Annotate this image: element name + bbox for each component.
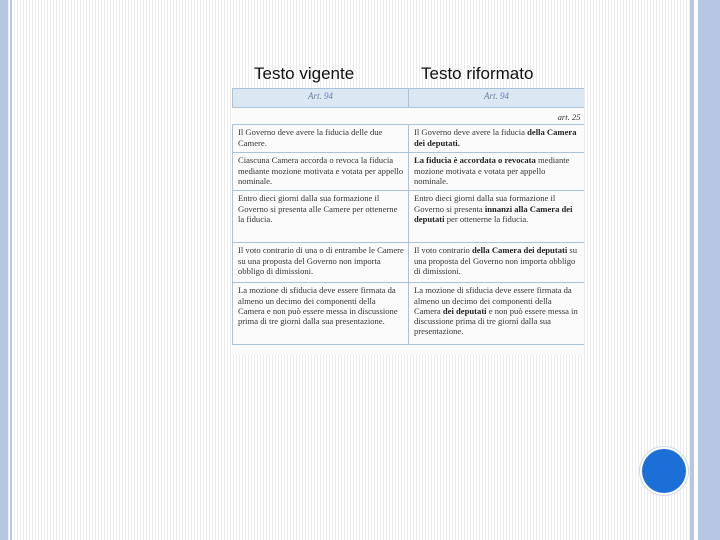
header-right-article: Art. 94 (409, 89, 585, 108)
right-cell: La fiducia è accordata o revocata mediante mozione motivata e votata per appello nominale. (409, 153, 585, 191)
header-left-article: Art. 94 (233, 89, 409, 108)
right-border-bar (698, 0, 720, 540)
column-title-current-text: Testo vigente (254, 64, 355, 83)
right-cell: Entro dieci giorni dalla sua formazione il Governo si presenta innanzi alla Camera dei deputati per ottenerne la fiducia. (409, 191, 585, 243)
table-row (233, 125, 585, 153)
comparison-table (232, 88, 584, 345)
left-cell: La mozione di sfiducia deve essere firmata da almeno un decimo dei componenti della Camera e non può essere messa in discussione prima di tre giorni dalla sua presentazione. (233, 283, 409, 345)
article-reference: art. 25 (557, 112, 581, 122)
table-header-row (233, 89, 585, 108)
table-row (233, 243, 585, 283)
left-cell: Ciascuna Camera accorda o revoca la fiducia mediante mozione motivata e votata per appello nominale. (233, 153, 409, 191)
article-reference-row (233, 108, 585, 125)
right-cell: La mozione di sfiducia deve essere firmata da almeno un decimo dei componenti della Camera dei deputati e non può essere messa in discussione prima di tre giorni dalla sua presentazione. (409, 283, 585, 345)
table-row (233, 283, 585, 345)
table-row (233, 191, 585, 243)
comparison-table-image (232, 88, 584, 354)
right-cell: Il voto contrario della Camera dei deputati su una proposta del Governo non importa obbligo di dimissioni. (409, 243, 585, 283)
left-cell: Entro dieci giorni dalla sua formazione il Governo si presenta alle Camere per ottenerne la fiducia. (233, 191, 409, 243)
left-cell: Il voto contrario di una o di entrambe le Camere su una proposta del Governo non importa obbligo di dimissioni. (233, 243, 409, 283)
decorative-circle (642, 449, 686, 493)
column-title-reformed-text: Testo riformato (421, 64, 534, 83)
right-cell: Il Governo deve avere la fiducia della Camera dei deputati. (409, 125, 585, 153)
left-cell: Il Governo deve avere la fiducia delle due Camere. (233, 125, 409, 153)
table-row (233, 153, 585, 191)
left-border-line (10, 0, 12, 540)
left-border-bar (0, 0, 8, 540)
